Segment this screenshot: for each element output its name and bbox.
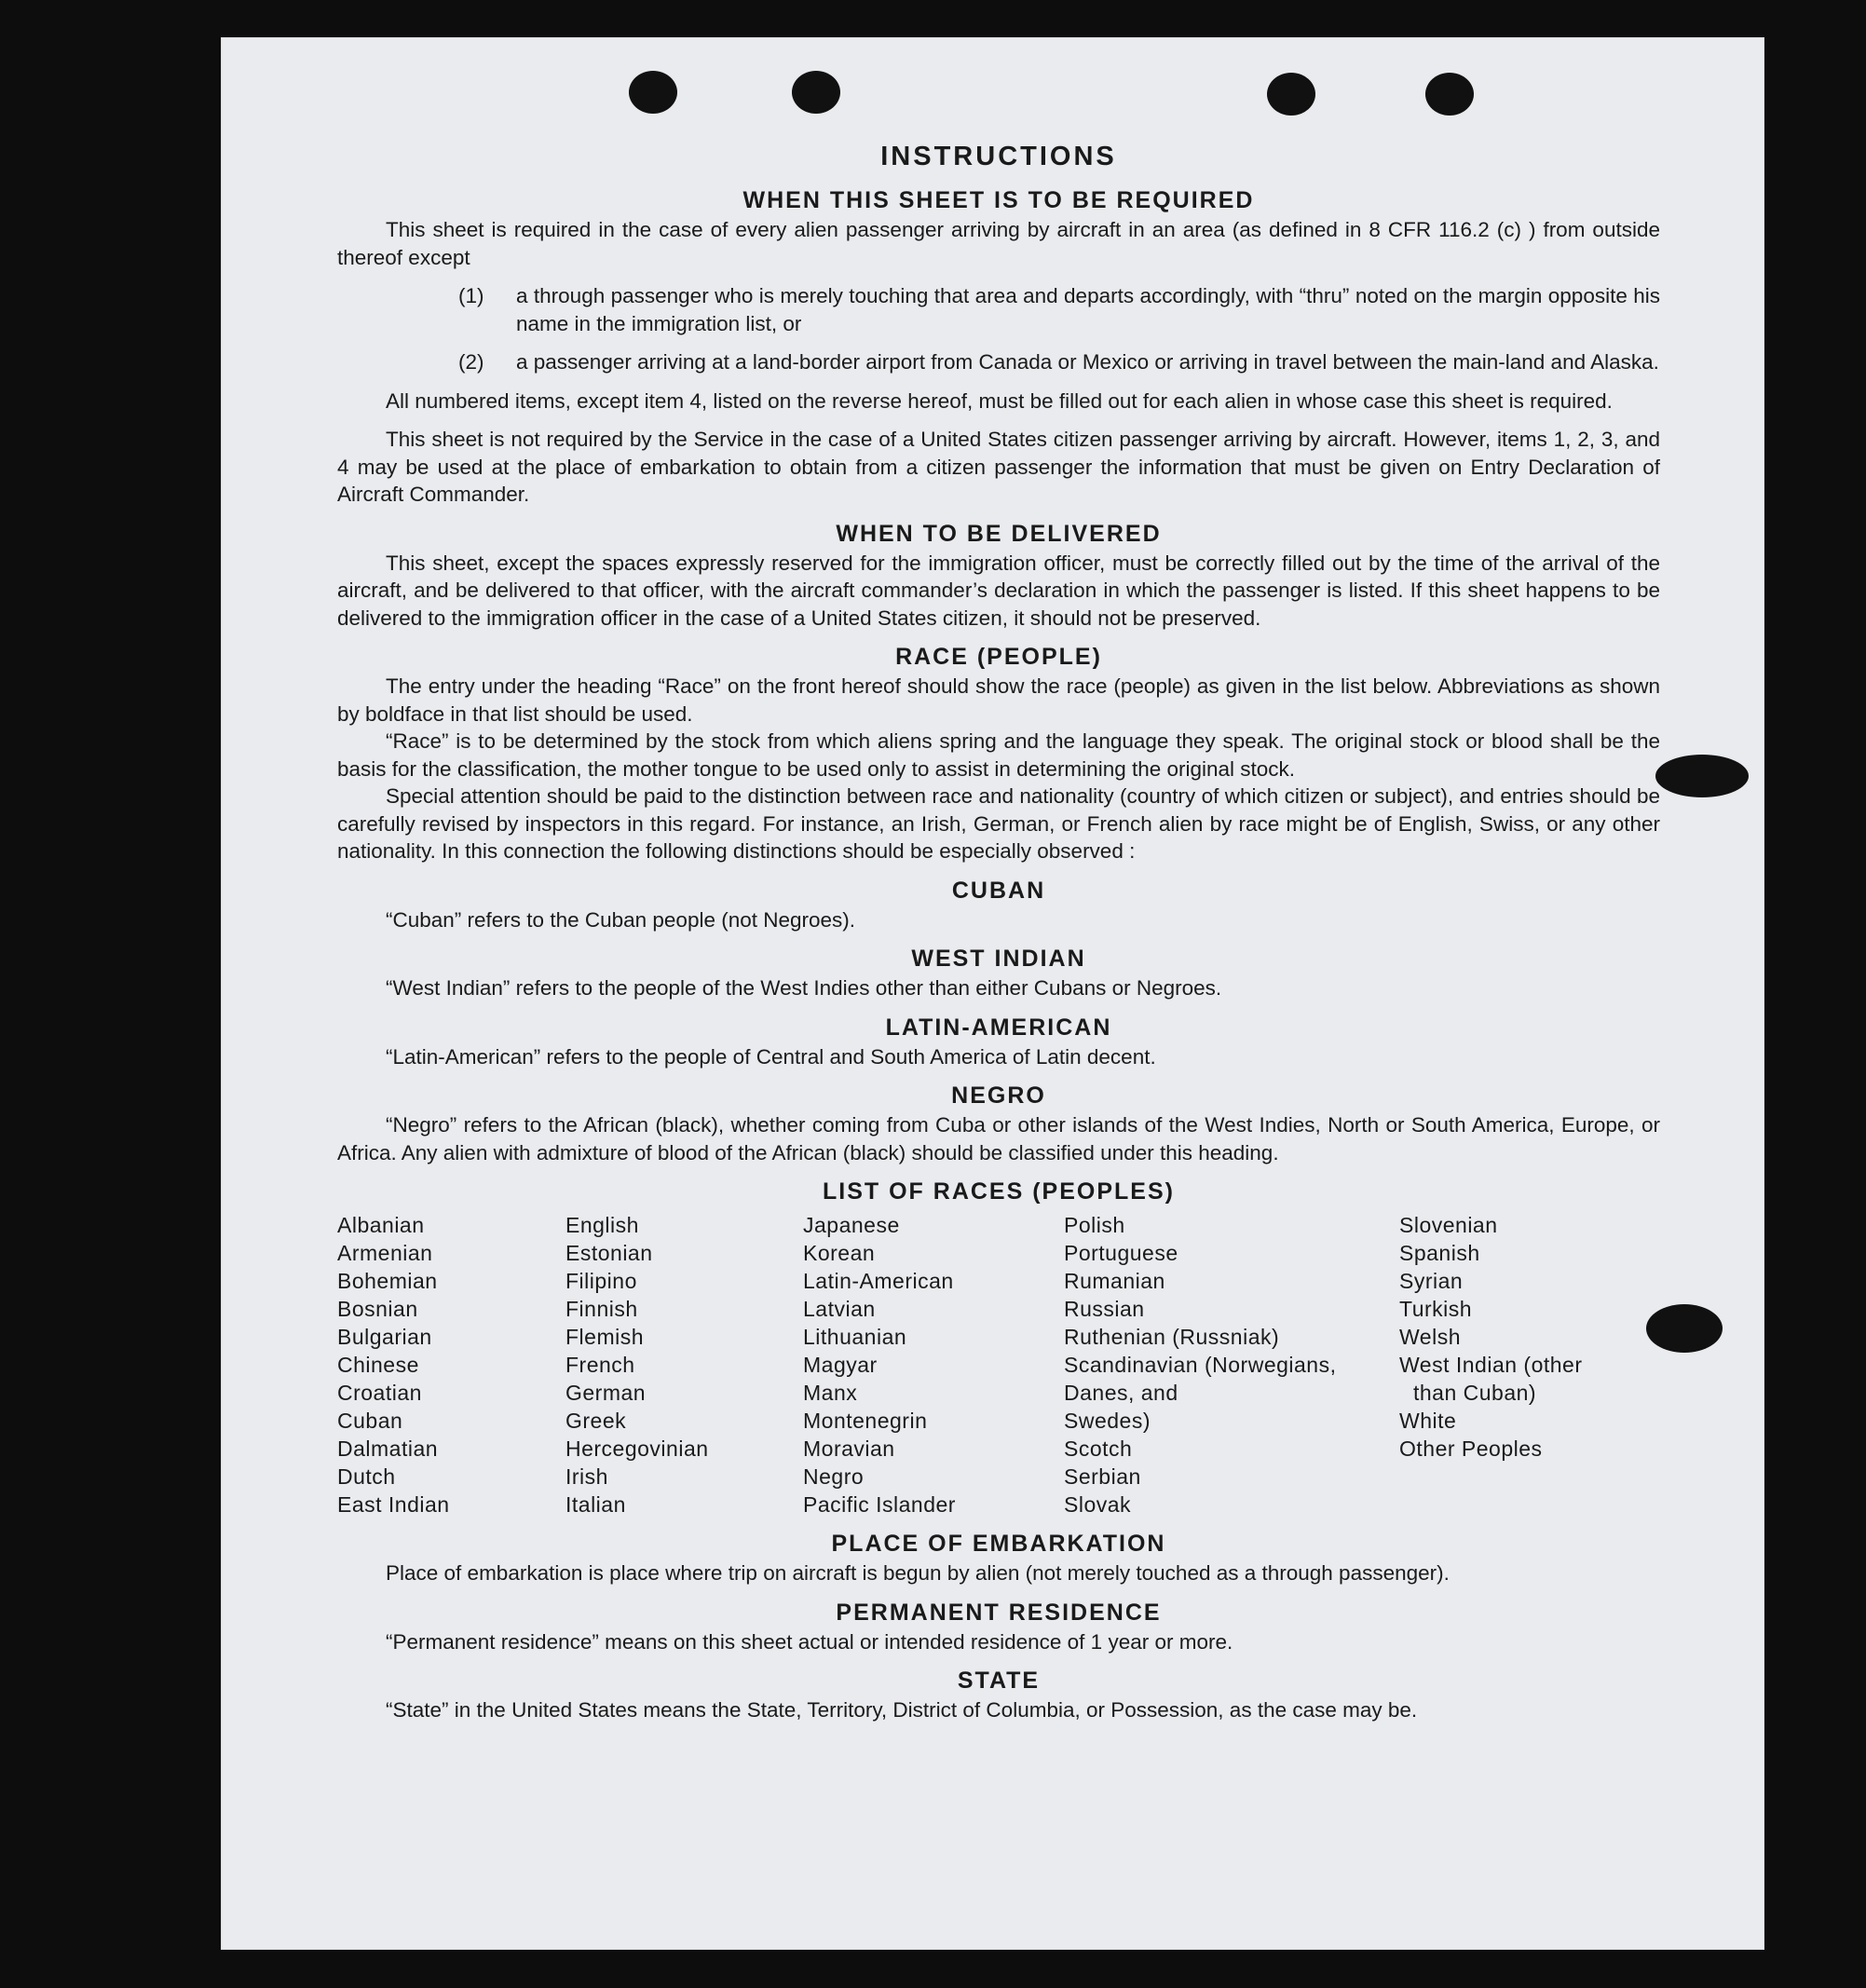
section-heading: STATE [957,1668,1041,1694]
paragraph: “Cuban” refers to the Cuban people (not Negroes). [386,907,856,932]
paragraph: This sheet, except the spaces expressly reserved for the immigration officer, must be correctly filled out by the time of the arrival of the aircraft, and be delivered to that officer, with the aircraft commander’s declaration in which the passenger is listed. If this sheet happens to be delivered to the immigration officer in the case of a United States citizen, it should not be preserved. [337,551,1660,630]
race-entry: Other Peoples [1399,1437,1543,1461]
race-entry: West Indian (other [1399,1353,1583,1377]
section-heading: NEGRO [951,1083,1046,1109]
race-entry: Dalmatian [337,1437,439,1461]
race-entry: Latvian [803,1297,876,1321]
item-text: a through passenger who is merely touching that area and departs accordingly, with “thru” noted on the margin opposite his name in the immigration list, or [516,284,1660,335]
section-heading: PLACE OF EMBARKATION [831,1531,1166,1557]
paragraph: “Race” is to be determined by the stock from which aliens spring and the language they speak. The original stock or blood shall be the basis for the classification, the mother tongue to be used only to assist in determining the original stock. [337,729,1660,781]
race-entry: Pacific Islander [803,1492,956,1517]
race-entry: Bosnian [337,1297,418,1321]
race-entry: Scotch [1064,1437,1133,1461]
document-page [221,37,1764,1950]
race-column [1064,1211,1399,1518]
page-title: INSTRUCTIONS [880,142,1117,171]
section-heading: LIST OF RACES (PEOPLES) [823,1178,1175,1205]
race-column [337,1211,565,1518]
race-entry: Serbian [1064,1464,1141,1489]
punch-hole [629,71,677,114]
race-entry: Japanese [803,1213,900,1237]
race-entry: Ruthenian (Russniak) [1064,1325,1280,1349]
section-heading: WHEN TO BE DELIVERED [836,520,1162,547]
race-column [1399,1211,1660,1518]
race-entry: Irish [565,1464,608,1489]
race-entry: Finnish [565,1297,638,1321]
punch-hole [1267,73,1315,116]
paragraph: All numbered items, except item 4, listed on the reverse hereof, must be filled out for each alien in whose case this sheet is required. [386,388,1613,413]
paragraph: The entry under the heading “Race” on the front hereof should show the race (people) as given in the list below. Abbreviations as shown by boldface in that list should be used. [337,674,1660,726]
race-entry: Bulgarian [337,1325,432,1349]
section-heading: CUBAN [951,877,1046,904]
race-entry: Dutch [337,1464,396,1489]
section-heading: RACE (PEOPLE) [895,644,1102,670]
race-entry: Russian [1064,1297,1145,1321]
race-entry: Spanish [1399,1241,1480,1265]
race-entry: White [1399,1409,1457,1433]
ink-smudge [1655,755,1749,797]
section-heading: LATIN-AMERICAN [885,1014,1112,1041]
paragraph: “Permanent residence” means on this sheet actual or intended residence of 1 year or more. [386,1629,1233,1654]
race-entry: French [565,1353,635,1377]
race-entry: Cuban [337,1409,403,1433]
race-entry: Estonian [565,1241,653,1265]
race-entry: Slovenian [1399,1213,1498,1237]
paragraph: Special attention should be paid to the distinction between race and nationality (country of which citizen or subject), and entries should be carefully revised by inspectors in this regard. For instance, an Irish, German, or French alien by race might be of English, Swiss, or any other nationality. In this connection the following distinctions should be especially observed : [337,784,1660,863]
list-item [337,282,1660,337]
race-entry: Swedes) [1064,1409,1151,1433]
race-column [565,1211,803,1518]
race-entry: Flemish [565,1325,645,1349]
race-entry: Albanian [337,1213,425,1237]
section-heading: PERMANENT RESIDENCE [836,1599,1162,1626]
race-entry: Moravian [803,1437,895,1461]
race-entry: East Indian [337,1492,450,1517]
punch-hole [1425,73,1474,116]
race-entry: Bohemian [337,1269,438,1293]
race-entry: Chinese [337,1353,419,1377]
item-number: (1) [458,284,484,307]
race-entry: Scandinavian (Norwegians, [1064,1353,1337,1377]
race-entry: Montenegrin [803,1409,928,1433]
race-entry: Filipino [565,1269,637,1293]
punch-hole [792,71,840,114]
race-entry: Turkish [1399,1297,1473,1321]
race-entry: Armenian [337,1241,433,1265]
race-entry: Manx [803,1381,858,1405]
race-entry: Syrian [1399,1269,1464,1293]
paragraph: This sheet is required in the case of every alien passenger arriving by aircraft in an area (as defined in 8 CFR 116.2 (c) ) from outside thereof except [337,218,1660,269]
race-entry: Greek [565,1409,627,1433]
race-entry: Welsh [1399,1325,1461,1349]
race-entry: Polish [1064,1213,1125,1237]
paragraph: “West Indian” refers to the people of the West Indies other than either Cubans or Negroes. [386,976,1222,1000]
paragraph: “State” in the United States means the State, Territory, District of Columbia, or Possession, as the case may be. [386,1698,1418,1722]
race-entry: Rumanian [1064,1269,1165,1293]
race-entry: Hercegovinian [565,1437,709,1461]
instructions-content [337,140,1660,1724]
race-entry: Portuguese [1064,1241,1178,1265]
race-entry: Italian [565,1492,626,1517]
race-entry: German [565,1381,647,1405]
section-heading: WEST INDIAN [911,946,1086,972]
item-number: (2) [458,350,484,374]
race-entry: Negro [803,1464,865,1489]
paragraph: “Latin-American” refers to the people of Central and South America of Latin decent. [386,1044,1156,1069]
paragraph: Place of embarkation is place where trip on aircraft is begun by alien (not merely touched as a through passenger). [386,1561,1450,1585]
list-item [337,348,1660,376]
paragraph: This sheet is not required by the Service in the case of a United States citizen passenger arriving by aircraft. However, items 1, 2, 3, and 4 may be used at the place of embarkation to obtain from a citizen passenger the information that must be given on Entry Declaration of Aircraft Commander. [337,428,1660,506]
race-entry: Danes, and [1064,1381,1178,1405]
race-entry: Croatian [337,1381,422,1405]
race-column [803,1211,1064,1518]
race-entry: Lithuanian [803,1325,907,1349]
race-entry: Magyar [803,1353,878,1377]
race-entry: Slovak [1064,1492,1132,1517]
race-entry: Latin-American [803,1269,954,1293]
race-entry: Korean [803,1241,876,1265]
race-entry: English [565,1213,639,1237]
section-heading: WHEN THIS SHEET IS TO BE REQUIRED [742,187,1255,213]
paragraph: “Negro” refers to the African (black), whether coming from Cuba or other islands of the West Indies, North or South America, Europe, or Africa. Any alien with admixture of blood of the African (black) should be classified under this heading. [337,1113,1660,1164]
item-text: a passenger arriving at a land-border airport from Canada or Mexico or arriving in travel between the main-land and Alaska. [516,350,1659,374]
race-entry: than Cuban) [1413,1381,1537,1405]
race-list [337,1211,1660,1518]
